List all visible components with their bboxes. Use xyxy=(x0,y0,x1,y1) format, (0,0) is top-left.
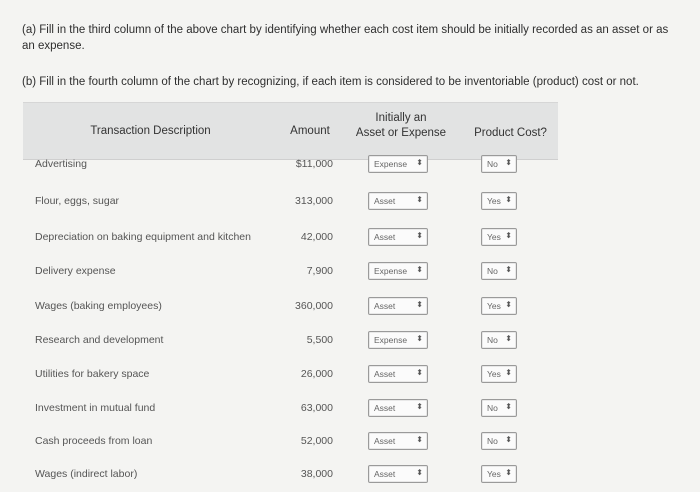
updown-arrow-icon: ⬍ xyxy=(505,368,512,377)
updown-arrow-icon: ⬍ xyxy=(505,158,512,167)
table-row xyxy=(23,255,558,289)
product-select-value: No xyxy=(487,159,498,169)
row-description: Research and development xyxy=(35,334,164,346)
initial-select-value: Asset xyxy=(374,301,396,311)
row-description: Advertising xyxy=(35,158,87,170)
header-initial xyxy=(351,111,451,141)
product-select[interactable] xyxy=(481,262,517,280)
product-select[interactable] xyxy=(481,365,517,383)
updown-arrow-icon: ⬍ xyxy=(416,300,423,309)
cost-table xyxy=(23,102,558,480)
product-select[interactable] xyxy=(481,465,517,483)
product-select[interactable] xyxy=(481,399,517,417)
question-b: (b) Fill in the fourth column of the chart by recognizing, if each item is considered to be inventoriable (product) cost or not. xyxy=(22,76,639,88)
updown-arrow-icon: ⬍ xyxy=(416,368,423,377)
row-description: Depreciation on baking equipment and kitchen xyxy=(35,231,251,243)
initial-select-value: Asset xyxy=(374,232,396,242)
product-select-value: No xyxy=(487,436,498,446)
product-select[interactable] xyxy=(481,155,517,173)
row-description: Wages (baking employees) xyxy=(35,300,162,312)
row-amount: 52,000 xyxy=(300,435,333,447)
row-amount: 5,500 xyxy=(306,334,333,346)
table-row xyxy=(23,148,558,182)
initial-select[interactable] xyxy=(368,432,428,450)
row-description: Flour, eggs, sugar xyxy=(35,195,120,207)
header-product: Product Cost? xyxy=(474,127,547,139)
product-select[interactable] xyxy=(481,297,517,315)
row-amount: $11,000 xyxy=(295,158,333,170)
initial-select-value: Expense xyxy=(374,159,408,169)
updown-arrow-icon: ⬍ xyxy=(416,265,423,274)
product-select[interactable] xyxy=(481,192,517,210)
initial-select[interactable] xyxy=(368,399,428,417)
product-select[interactable] xyxy=(481,432,517,450)
row-amount: 360,000 xyxy=(295,300,333,312)
initial-select[interactable] xyxy=(368,155,428,173)
updown-arrow-icon: ⬍ xyxy=(416,435,423,444)
initial-select-value: Expense xyxy=(374,266,408,276)
row-amount: 313,000 xyxy=(295,195,333,207)
header-initial-line2: Asset or Expense xyxy=(355,127,447,139)
row-amount: 26,000 xyxy=(300,368,333,380)
updown-arrow-icon: ⬍ xyxy=(505,300,512,309)
row-amount: 38,000 xyxy=(300,468,333,480)
initial-select[interactable] xyxy=(368,297,428,315)
updown-arrow-icon: ⬍ xyxy=(505,265,512,274)
header-amount: Amount xyxy=(290,125,330,137)
updown-arrow-icon: ⬍ xyxy=(416,334,423,343)
initial-select[interactable] xyxy=(368,331,428,349)
table-row xyxy=(23,358,558,392)
initial-select-value: Asset xyxy=(374,196,396,206)
product-select-value: Yes xyxy=(487,369,501,379)
product-select[interactable] xyxy=(481,228,517,246)
table-row xyxy=(23,290,558,324)
initial-select-value: Asset xyxy=(374,469,396,479)
updown-arrow-icon: ⬍ xyxy=(505,195,512,204)
product-select-value: No xyxy=(487,266,498,276)
updown-arrow-icon: ⬍ xyxy=(505,231,512,240)
initial-select[interactable] xyxy=(368,365,428,383)
row-amount: 63,000 xyxy=(300,402,333,414)
product-select[interactable] xyxy=(481,331,517,349)
updown-arrow-icon: ⬍ xyxy=(416,158,423,167)
row-description: Cash proceeds from loan xyxy=(35,435,153,447)
product-select-value: Yes xyxy=(487,232,501,242)
updown-arrow-icon: ⬍ xyxy=(505,435,512,444)
initial-select[interactable] xyxy=(368,262,428,280)
row-description: Utilities for bakery space xyxy=(35,368,150,380)
updown-arrow-icon: ⬍ xyxy=(505,402,512,411)
product-select-value: Yes xyxy=(487,196,501,206)
header-initial-line1: Initially an xyxy=(375,112,427,124)
product-select-value: No xyxy=(487,403,498,413)
updown-arrow-icon: ⬍ xyxy=(416,231,423,240)
row-amount: 42,000 xyxy=(300,231,333,243)
initial-select-value: Asset xyxy=(374,403,396,413)
updown-arrow-icon: ⬍ xyxy=(416,195,423,204)
initial-select-value: Asset xyxy=(374,436,396,446)
question-a: (a) Fill in the third column of the above chart by identifying whether each cost item should be initially recorded as an asset or as an expense. xyxy=(22,24,669,52)
table-row xyxy=(23,324,558,358)
table-row xyxy=(23,425,558,459)
updown-arrow-icon: ⬍ xyxy=(416,468,423,477)
initial-select-value: Expense xyxy=(374,335,408,345)
product-select-value: No xyxy=(487,335,498,345)
initial-select[interactable] xyxy=(368,192,428,210)
table-row xyxy=(23,458,558,492)
table-row xyxy=(23,392,558,426)
product-select-value: Yes xyxy=(487,469,501,479)
product-select-value: Yes xyxy=(487,301,501,311)
initial-select-value: Asset xyxy=(374,369,396,379)
updown-arrow-icon: ⬍ xyxy=(505,468,512,477)
table-row xyxy=(23,221,558,255)
header-description: Transaction Description xyxy=(90,125,211,137)
table-row xyxy=(23,185,558,219)
row-description: Investment in mutual fund xyxy=(35,402,156,414)
row-description: Wages (indirect labor) xyxy=(35,468,138,480)
initial-select[interactable] xyxy=(368,465,428,483)
initial-select[interactable] xyxy=(368,228,428,246)
row-amount: 7,900 xyxy=(306,265,333,277)
updown-arrow-icon: ⬍ xyxy=(416,402,423,411)
row-description: Delivery expense xyxy=(35,265,116,277)
updown-arrow-icon: ⬍ xyxy=(505,334,512,343)
